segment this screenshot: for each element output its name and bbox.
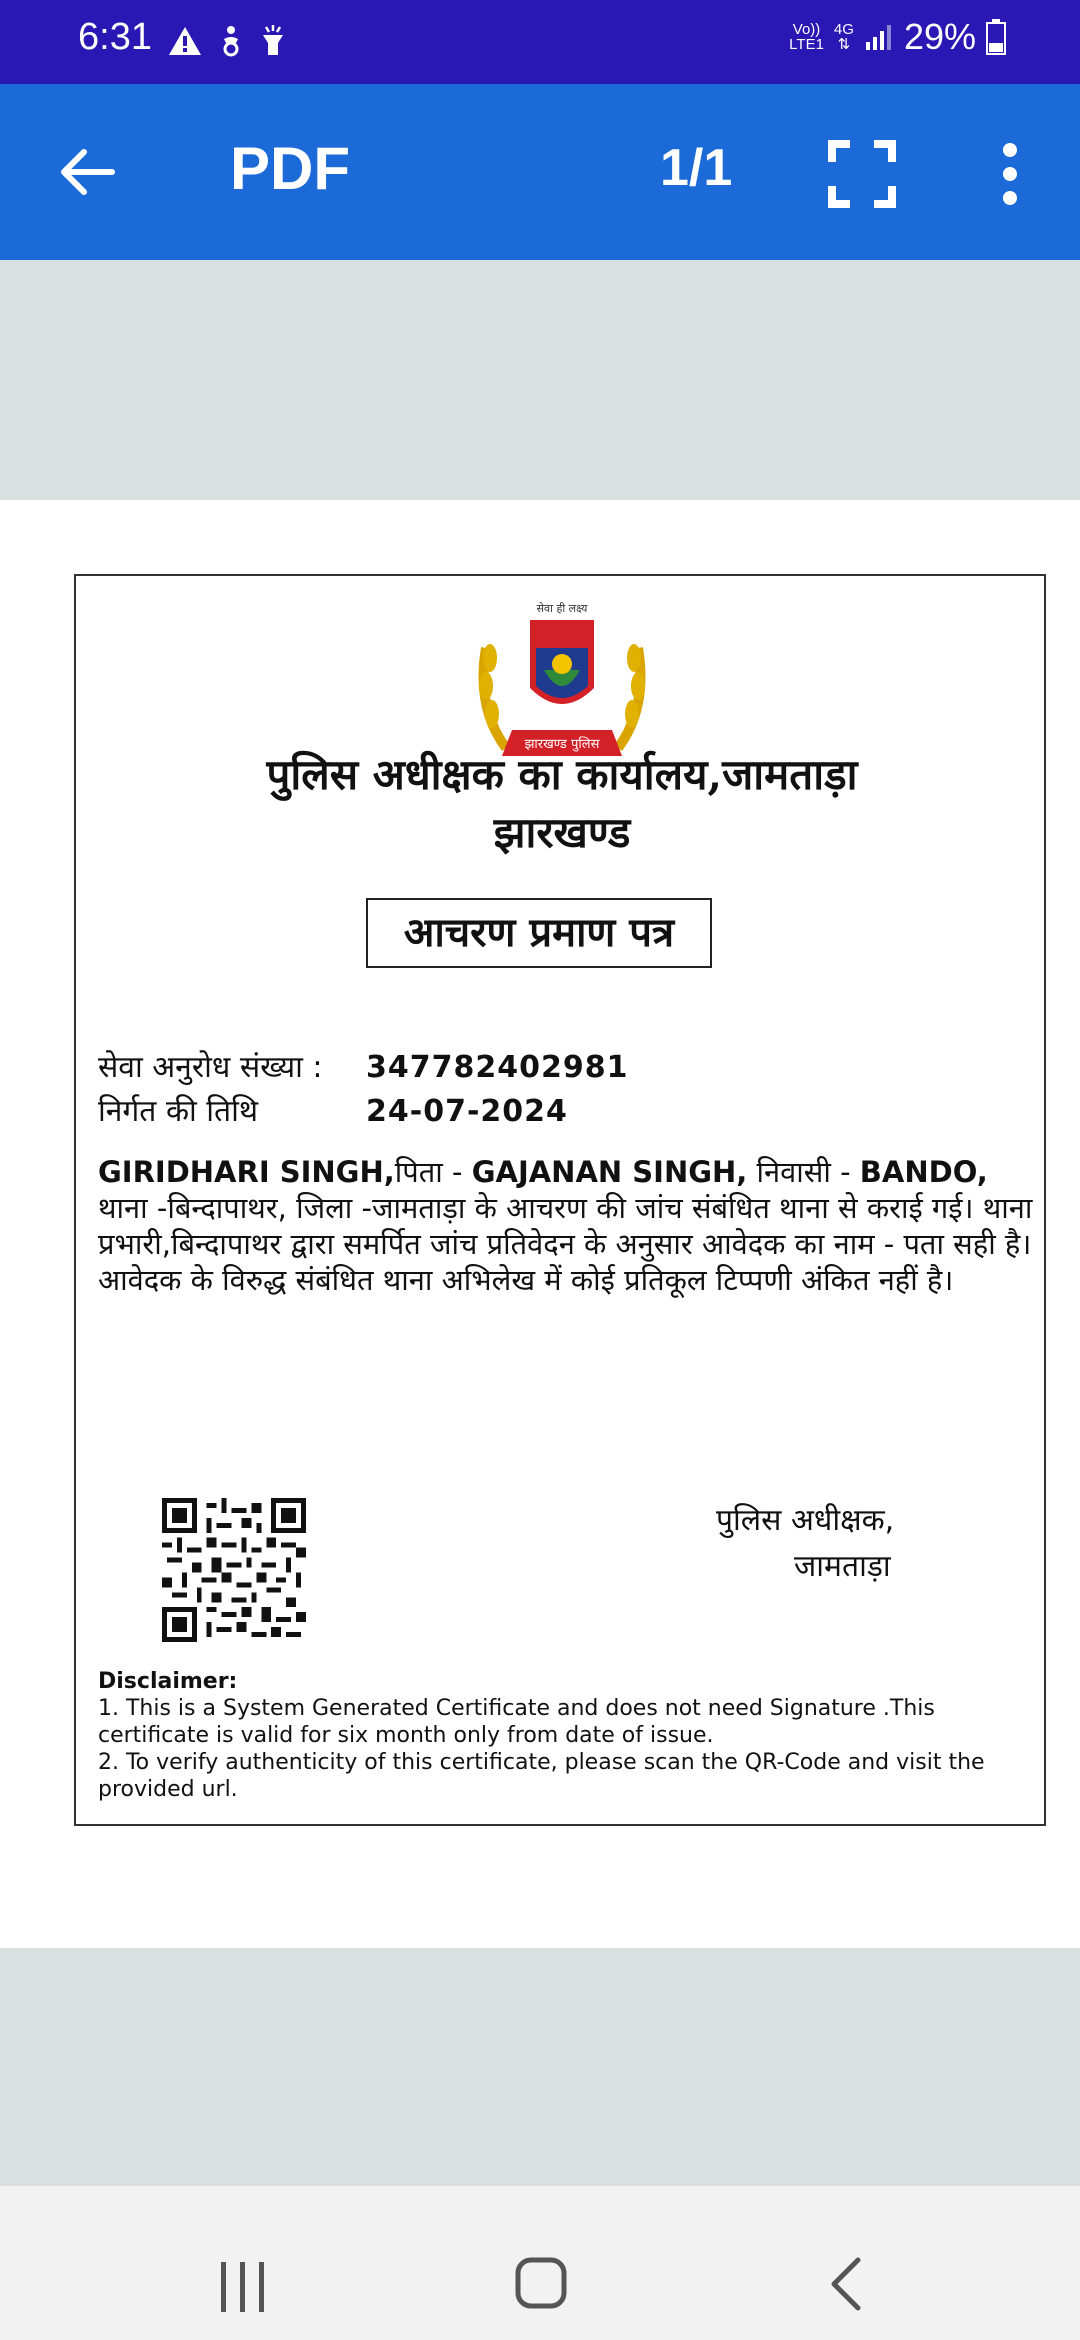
father-label: पिता - [394,1155,472,1189]
service-number-row [98,1046,629,1090]
signatory-location: जामताड़ा [794,1549,891,1584]
village-name: BANDO, [859,1155,988,1189]
applicant-name: GIRIDHARI SINGH, [98,1155,395,1189]
issue-date-row [98,1090,629,1134]
system-nav-bar [0,2186,1080,2340]
disclaimer-item-1: 1. This is a System Generated Certificate and does not need Signature .This certificate is valid for six month only from date of issue. [98,1696,935,1748]
fullscreen-icon[interactable] [828,140,896,208]
accessibility-icon [216,25,246,57]
signatory-block [716,1498,1016,1590]
torch-icon [260,25,286,57]
disclaimer [98,1668,1028,1803]
signal-icon [864,22,894,52]
battery-percent: 29% [903,16,976,57]
status-right-group [789,16,1006,58]
home-icon[interactable] [514,2256,568,2310]
residence-label: निवासी - [747,1155,860,1189]
service-number: 347782402981 [366,1050,629,1085]
app-bar [0,84,1080,260]
status-notification-icons [168,18,286,64]
data-indicator: 4G ⇅ [833,21,854,53]
jharkhand-police-emblem [456,598,668,768]
emblem-banner-text: झारखण्ड पुलिस [524,737,600,752]
app-title: PDF [230,135,350,202]
office-title-line1: पुलिस अधीक्षक का कार्यालय,जामताड़ा [266,750,858,799]
certificate-title: आचरण प्रमाण पत्र [366,898,712,968]
certificate-body [98,1154,1033,1298]
emblem-top-text: सेवा ही लक्ष्य [536,602,588,615]
body-text: थाना -बिन्दापाथर, जिला -जामताड़ा के आचरण की जांच संबंधित थाना से कराई गई। थाना प्रभारी,बिन्दापाथर द्वारा समर्पित जांच प्रतिवेदन के अनुसार आवेदक का नाम - पता सही है। आवेदक के विरुद्ध संबंधित थाना अभिलेख में कोई प्रतिकूल टिप्पणी अंकित नहीं है। [98,1191,1033,1297]
status-bar [0,0,1080,84]
signatory-title: पुलिस अधीक्षक, [716,1503,895,1538]
network-indicator: Vo)) LTE1 [789,21,824,53]
alert-icon [168,26,202,56]
recents-icon[interactable] [218,2260,268,2314]
page-indicator: 1/1 [660,139,733,197]
status-time: 6:31 [78,16,152,58]
certificate-meta [98,1046,629,1134]
more-vert-icon[interactable] [984,140,1036,208]
battery-icon [986,19,1006,55]
issue-date: 24-07-2024 [366,1094,568,1129]
pdf-page[interactable] [0,500,1080,1948]
back-icon[interactable] [826,2256,866,2312]
office-title [76,746,1048,862]
certificate-frame [74,574,1046,1826]
service-number-label: सेवा अनुरोध संख्या : [98,1050,323,1085]
father-name: GAJANAN SINGH, [471,1155,748,1189]
issue-date-label: निर्गत की तिथि [98,1094,259,1129]
disclaimer-item-2: 2. To verify authenticity of this certificate, please scan the QR-Code and visit the provided url. [98,1750,985,1802]
arrow-left-icon[interactable] [56,140,120,204]
disclaimer-title: Disclaimer: [98,1669,238,1694]
office-title-line2: झारखण्ड [493,808,631,857]
qr-code[interactable] [162,1498,306,1642]
